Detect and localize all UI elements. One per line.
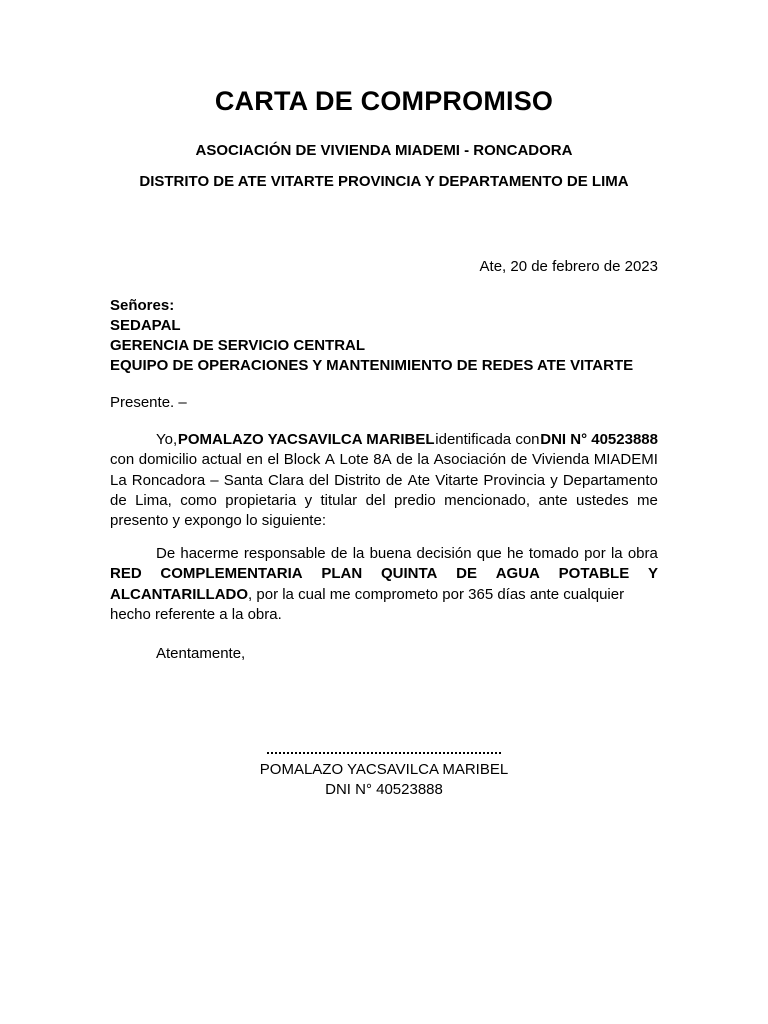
word: Asociación <box>433 451 507 469</box>
word: Vitarte <box>435 471 479 489</box>
word: Distrito <box>334 471 381 489</box>
word: Ate <box>407 471 431 489</box>
word: domicilio <box>138 451 198 469</box>
word: Departamento <box>562 471 658 489</box>
text-span: presento y expongo lo siguiente: <box>110 512 326 530</box>
word: Lote <box>339 451 369 469</box>
paragraph-line <box>110 544 658 564</box>
recipients-block <box>110 296 633 376</box>
association-subtitle: ASOCIACIÓN DE VIVIENDA MIADEMI - RONCADORA <box>195 142 573 159</box>
word: la <box>610 545 623 562</box>
word: Lima, <box>135 491 172 509</box>
paragraph-line <box>110 564 658 584</box>
text-span: identificada con <box>435 431 540 448</box>
word: ustedes <box>576 491 629 509</box>
word: buena <box>369 545 412 562</box>
signature-line <box>267 744 501 754</box>
paragraph-line <box>110 450 658 470</box>
letter-date: Ate, 20 de febrero de 2023 <box>479 258 658 275</box>
word: titular <box>320 491 358 509</box>
word: actual <box>201 451 242 469</box>
word: obra <box>627 545 658 562</box>
paragraph-line <box>110 491 658 511</box>
text-span <box>110 450 658 470</box>
word: tomado <box>528 545 579 562</box>
recipient-line: EQUIPO DE OPERACIONES Y MANTENIMIENTO DE REDES ATE VITARTE <box>110 357 634 374</box>
paragraph-line <box>110 430 658 450</box>
text-span <box>156 544 658 564</box>
word: responsable <box>243 545 326 562</box>
paragraph-line <box>110 511 658 531</box>
word: Y <box>647 565 658 583</box>
word: de <box>330 545 348 562</box>
dni-number: DNI N° 40523888 <box>540 431 658 448</box>
paragraph-line <box>110 605 658 625</box>
word: MIADEMI <box>593 451 658 469</box>
word: del <box>308 471 329 489</box>
word: del <box>365 491 386 509</box>
word: predio <box>394 491 436 509</box>
signature-name: POMALAZO YACSAVILCA MARIBEL <box>259 761 509 778</box>
word: el <box>267 451 280 469</box>
project-name <box>110 564 658 584</box>
word: hacerme <box>180 545 239 562</box>
recipient-line: GERENCIA DE SERVICIO CENTRAL <box>110 337 366 354</box>
text-span: hecho referente a la obra. <box>110 605 282 623</box>
word: DE <box>456 565 477 583</box>
text-span <box>110 491 658 511</box>
word: me <box>637 491 658 509</box>
signatory-name: POMALAZO YACSAVILCA MARIBEL <box>177 431 435 448</box>
word: la <box>417 451 430 469</box>
word: he <box>506 545 524 562</box>
document-title: CARTA DE COMPROMISO <box>214 86 554 116</box>
district-subtitle: DISTRITO DE ATE VITARTE PROVINCIA Y DEPARTAMENTO DE LIMA <box>139 173 629 190</box>
word: Roncadora <box>131 471 206 489</box>
body-paragraph-1 <box>110 430 658 531</box>
text-span: , por la cual me comprometo por 365 días ante cualquier <box>248 585 625 603</box>
word: POTABLE <box>558 565 630 583</box>
word: 8A <box>373 451 392 469</box>
word: – <box>210 471 219 489</box>
word: A <box>324 451 335 469</box>
greeting: Presente. – <box>110 394 187 411</box>
word: PLAN <box>321 565 363 583</box>
word: por <box>584 545 606 562</box>
text-span <box>110 471 658 491</box>
word: De <box>156 545 176 562</box>
word: Vivienda <box>531 451 590 469</box>
word: la <box>352 545 365 562</box>
recipient-line: Señores: <box>110 297 175 314</box>
body-paragraph-2 <box>110 544 658 625</box>
word: AGUA <box>495 565 540 583</box>
word: mencionado, <box>444 491 531 509</box>
word: Block <box>283 451 321 469</box>
word: en <box>246 451 263 469</box>
word: QUINTA <box>380 565 438 583</box>
word: y <box>550 471 558 489</box>
word: que <box>476 545 502 562</box>
signature-dni: DNI N° 40523888 <box>325 781 443 798</box>
word: Santa <box>223 471 263 489</box>
paragraph-line <box>110 585 658 605</box>
signature-block <box>0 740 768 800</box>
word: y <box>304 491 313 509</box>
closing-salutation: Atentamente, <box>156 645 246 662</box>
paragraph-line <box>110 471 658 491</box>
project-name-end: ALCANTARILLADO <box>110 585 249 603</box>
word: La <box>110 471 127 489</box>
word: decisión <box>416 545 472 562</box>
word: de <box>385 471 403 489</box>
word: COMPLEMENTARIA <box>160 565 303 583</box>
word: ante <box>538 491 568 509</box>
word: Clara <box>268 471 304 489</box>
word: RED <box>110 565 142 583</box>
text-span: Yo, <box>156 431 178 448</box>
word: Provincia <box>483 471 546 489</box>
word: como <box>180 491 217 509</box>
recipient-line: SEDAPAL <box>110 317 181 334</box>
word: de <box>510 451 528 469</box>
word: propietaria <box>225 491 297 509</box>
word: de <box>110 491 127 509</box>
word: con <box>110 451 135 469</box>
word: de <box>396 451 413 469</box>
